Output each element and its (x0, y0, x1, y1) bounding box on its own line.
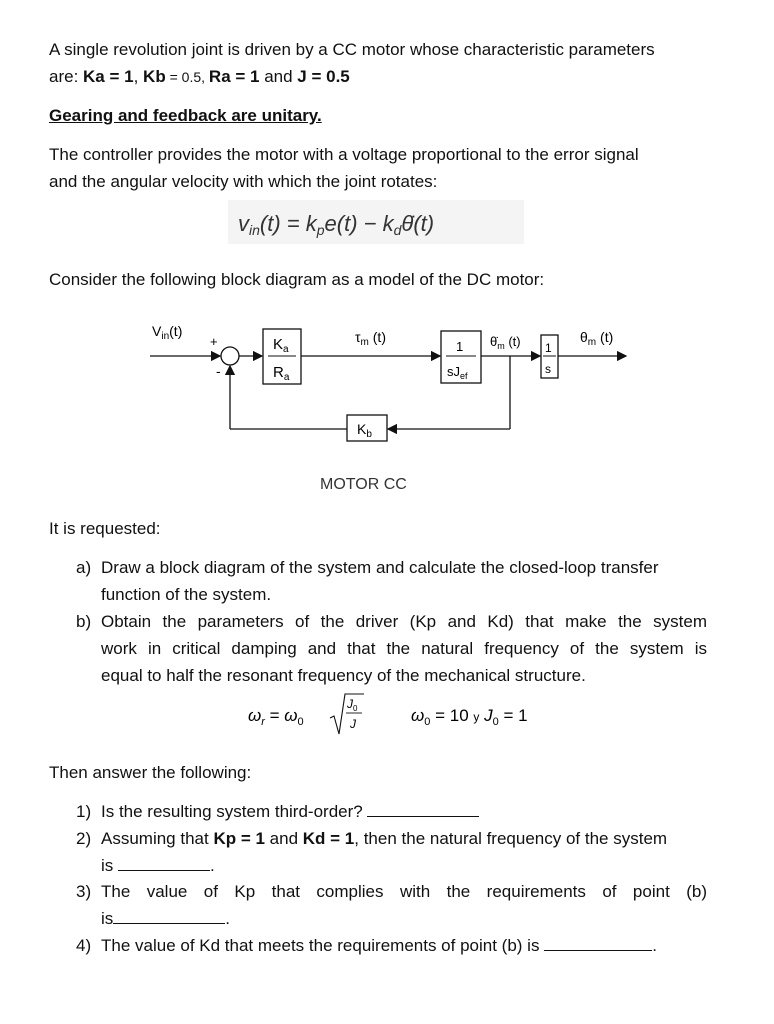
q2-mid: and (264, 829, 303, 848)
q2-line-2: is . (101, 856, 215, 875)
q4-text: The value of Kd that meets the requirements of point (b) is (101, 936, 540, 955)
param-ka: Ka = 1 (83, 67, 134, 86)
q1-row (101, 798, 479, 825)
consider-line: Consider the following block diagram as a model of the DC motor: (49, 270, 545, 289)
q2-post: , then the natural frequency of the system (354, 829, 668, 848)
q1-text: Is the resulting system third-order? (101, 802, 363, 821)
q1-marker: 1) (76, 802, 92, 821)
q4-answer-blank[interactable] (544, 934, 652, 951)
tm-label: $\tau_m$ (t) (355, 329, 386, 348)
param-kb-value: = 0.5, (165, 69, 209, 85)
requested-heading: It is requested: (49, 519, 161, 538)
q4-marker: 4) (76, 936, 92, 955)
param-ra: Ra = 1 (208, 67, 260, 86)
then-heading: Then answer the following: (49, 763, 252, 782)
motor-block-diagram (140, 318, 640, 503)
theta-label: $\theta_m$ (t) (580, 329, 614, 348)
resonance-formula (246, 688, 576, 740)
q3-line-2: is . (101, 909, 231, 928)
q1-answer-blank[interactable] (367, 800, 479, 817)
param-kb-label: Kb (143, 67, 166, 86)
item-b-line-2: work in critical damping and that the natural frequency of the system is (101, 639, 707, 658)
ra-label: $R_a$ (273, 364, 290, 383)
inertia-den: $sJ_{ef}$ (447, 364, 468, 381)
svg-text:J0: $J_0$ (347, 697, 358, 713)
item-a-marker: a) (76, 558, 92, 577)
svg-text:vin(t) = kpe(t) − kdθ̇(t): vin(t) = kpe(t) − kdθ̇(t) (238, 211, 435, 238)
q2-answer-blank[interactable] (118, 854, 210, 871)
diagram-caption: MOTOR CC (320, 476, 407, 493)
equation-box (228, 200, 524, 244)
minus-sign: - (216, 363, 221, 379)
item-b-marker: b) (76, 612, 92, 631)
param-j: J = 0.5 (297, 67, 350, 86)
intro-and: and (259, 67, 298, 86)
intro-line-2 (49, 63, 350, 91)
q2-kd: Kd = 1 (302, 829, 355, 848)
theta-dot-label: $\thetȧ_m$ (t) (490, 334, 521, 351)
svg-text:ωr = ω0: $\omega_r = \omega_0$ (248, 706, 304, 728)
controller-line-1: The controller provides the motor with a voltage proportional to the error signal (49, 145, 639, 164)
svg-text:ω0 = 10 y J0 = 1: $\omega_0 = 10$ y $J_0 = 1$ (411, 706, 528, 728)
plus-sign: + (210, 334, 218, 349)
kb-label: $K_b$ (357, 421, 372, 440)
ka-label: $K_a$ (273, 336, 289, 355)
q4-row: The value of Kd that meets the requirements of point (b) is . (101, 936, 657, 955)
q2-kp: Kp = 1 (213, 829, 265, 848)
q3-is: is (101, 909, 114, 928)
integrator-den: s (545, 362, 551, 376)
intro-line-1: A single revolution joint is driven by a CC motor whose characteristic parameters (49, 40, 655, 59)
q3-text: The value of Kp that complies with the requirements of point (b) (101, 882, 707, 901)
inertia-num: 1 (456, 339, 464, 354)
gearing-heading: Gearing and feedback are unitary. (49, 106, 322, 125)
integrator-num: 1 (545, 341, 552, 355)
item-a-line-2: function of the system. (101, 585, 272, 604)
vin-label: $V_{in}(t)$ (152, 323, 183, 342)
control-law-equation (228, 200, 524, 244)
q3-answer-blank[interactable] (113, 907, 225, 924)
q3-marker: 3) (76, 882, 92, 901)
summing-junction (221, 347, 239, 365)
item-b-line-1: Obtain the parameters of the driver (Kp and Kd) that make the system (101, 612, 707, 631)
intro-prefix: are: (49, 67, 84, 86)
q2-pre: Assuming that (101, 829, 214, 848)
item-b-line-3: equal to half the resonant frequency of the mechanical structure. (101, 666, 586, 685)
q2-line-1 (101, 825, 667, 852)
q2-is: is (101, 856, 114, 875)
intro-sep: , (133, 67, 144, 86)
controller-line-2: and the angular velocity with which the joint rotates: (49, 172, 438, 191)
q2-marker: 2) (76, 829, 92, 848)
item-a-line-1: Draw a block diagram of the system and calculate the closed-loop transfer (101, 558, 659, 577)
svg-text:J: J (350, 717, 356, 731)
